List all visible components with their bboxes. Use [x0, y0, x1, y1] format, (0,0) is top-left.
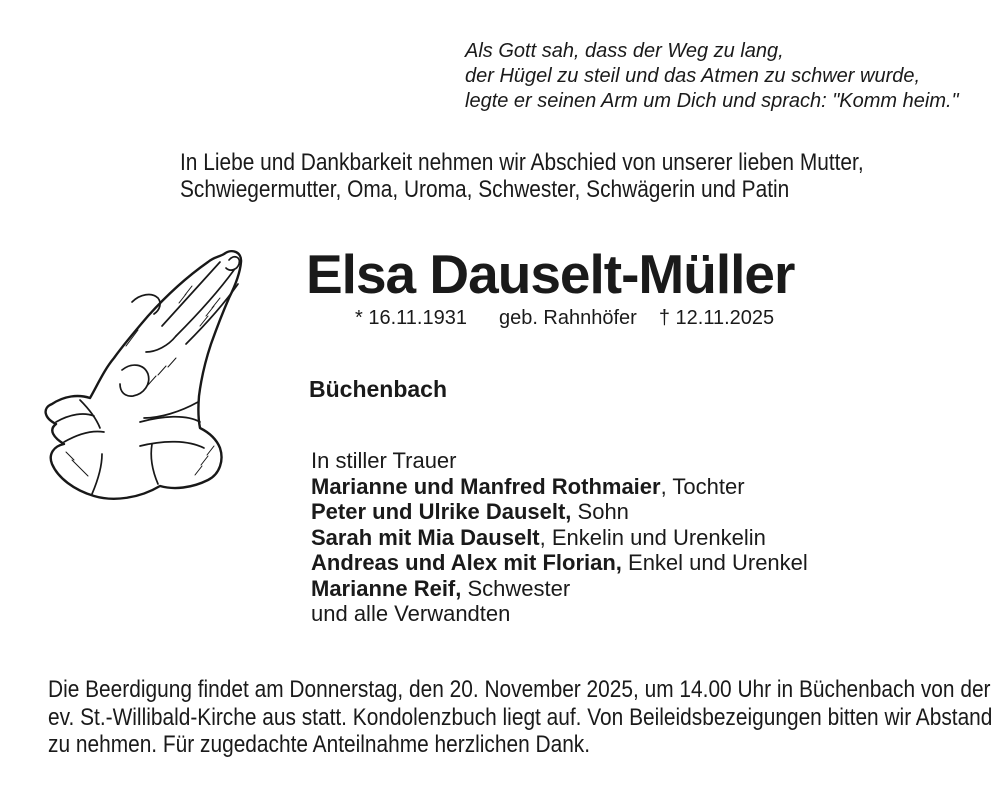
- verse-line: der Hügel zu steil und das Atmen zu schwer wurde,: [465, 65, 921, 87]
- mourner-line: [311, 550, 808, 576]
- intro-text: [180, 149, 864, 203]
- mourner-names: Sarah mit Mia Dauselt: [311, 524, 540, 550]
- life-dates: [355, 307, 774, 330]
- mourner-names: Marianne Reif,: [311, 575, 462, 601]
- birth-date: * 16.11.1931: [355, 307, 467, 329]
- mourner-line: [311, 499, 808, 525]
- mourner-relation: , Enkelin und Urenkelin: [539, 524, 766, 550]
- mourner-relation: Schwester: [461, 575, 571, 601]
- deceased-name: Elsa Dauselt-Müller: [306, 243, 795, 305]
- mourner-relation: Sohn: [571, 499, 629, 524]
- mourner-relation: Enkel und Urenkel: [621, 550, 808, 575]
- mourner-names: Andreas und Alex mit Florian,: [311, 550, 622, 575]
- intro-line: In Liebe und Dankbarkeit nehmen wir Abschied von unserer lieben Mutter,: [180, 149, 864, 176]
- mourner-names: Marianne und Manfred Rothmaier: [311, 473, 661, 499]
- death-date: † 12.11.2025: [658, 307, 775, 329]
- verse-line: Als Gott sah, dass der Weg zu lang,: [465, 40, 784, 62]
- verse-line: legte er seinen Arm um Dich und sprach: "Komm heim.": [465, 90, 959, 112]
- mourners-list: [311, 448, 808, 627]
- mourner-line: [311, 576, 808, 602]
- place-name: Büchenbach: [309, 376, 448, 402]
- funeral-line: zu nehmen. Für zugedachte Anteilnahme herzlichen Dank.: [48, 731, 591, 758]
- funeral-info: [48, 676, 992, 759]
- relatives-footer: und alle Verwandten: [311, 601, 511, 626]
- funeral-line: Die Beerdigung findet am Donnerstag, den 20. November 2025, um 14.00 Uhr in Büchenbach von der: [48, 676, 991, 703]
- mourner-relation: , Tochter: [660, 473, 745, 499]
- mourning-header: In stiller Trauer: [311, 448, 457, 473]
- mourner-line: [311, 474, 808, 500]
- memorial-verse: [465, 39, 959, 114]
- funeral-line: ev. St.-Willibald-Kirche aus statt. Kondolenzbuch liegt auf. Von Beileidsbezeigungen bitten wir Abstand: [48, 703, 993, 731]
- intro-line: Schwiegermutter, Oma, Uroma, Schwester, Schwägerin und Patin: [180, 176, 790, 203]
- mourner-line: [311, 525, 808, 551]
- maiden-name: geb. Rahnhöfer: [498, 307, 637, 329]
- mourner-names: Peter und Ulrike Dauselt,: [311, 499, 572, 524]
- praying-hands-illustration: [36, 246, 248, 508]
